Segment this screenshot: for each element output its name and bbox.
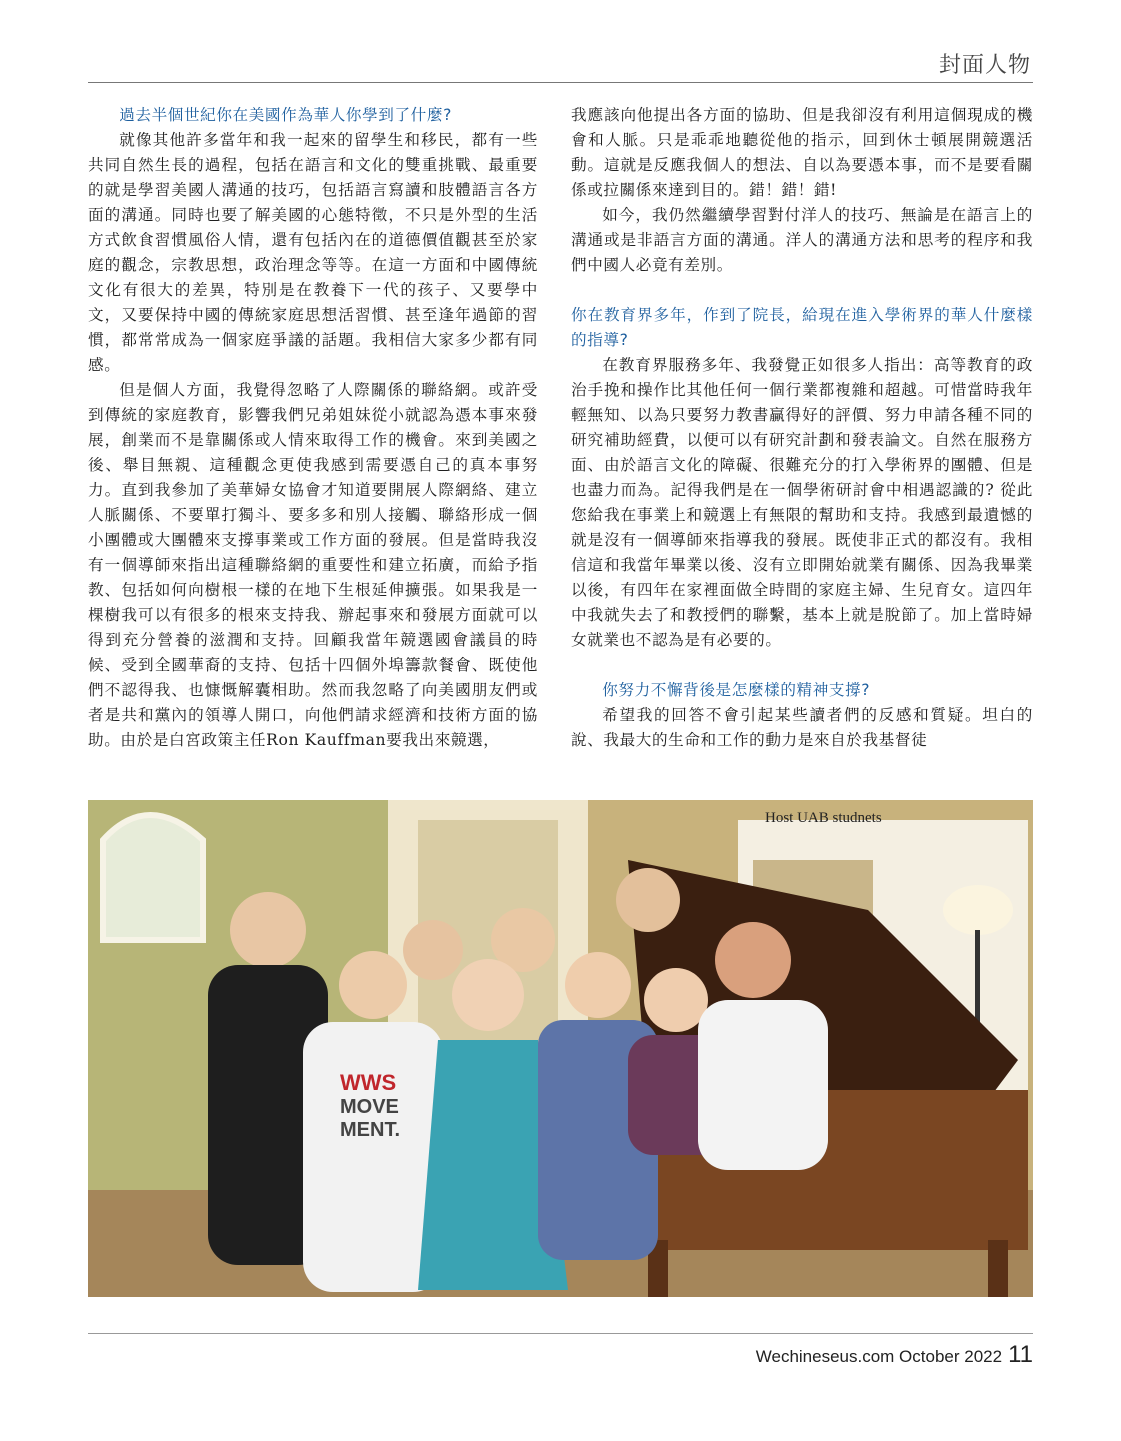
- section-label: 封面人物: [938, 53, 1031, 78]
- bottom-divider: [88, 1333, 1033, 1334]
- answer-paragraph-2: 但是個人方面，我覺得忽略了人際關係的聯絡網。或許受到傳統的家庭教育，影響我們兄弟姐妹從小就認為憑本事來發展，創業而不是靠關係或人情來取得工作的機會。來到美國之後、舉目無親、這種觀念更使我感到需要憑自己的真本事努力。直到我參加了美華婦女協會才知道要開展人際網絡、建立人脈關係、不要單打獨斗、要多多和別人接觸、聯絡形成一個小團體或大團體來支撐事業或工作方面的發展。但是當時我沒有一個導師來指出這種聯絡網的重要性和建立拓廣，而給予指教、包括如何向樹根一樣的在地下生根延伸擴張。如果我是一棵樹我可以有很多的根來支持我、辦起事來和發展方面就可以得到充分營養的滋潤和支持。回顧我當年競選國會議員的時候、受到全國華裔的支持、包括十四個外埠籌款餐會、既使他們不認得我、也慷慨解囊相助。然而我忽略了向美國朋友們或者是共和黨內的領導人開口，向他們請求經濟和技術方面的協助。由於是白宮政策主任Ron Kauffman要我出來競選，: [88, 381, 538, 749]
- group-photo: [88, 800, 1033, 1297]
- answer-paragraph-6: 希望我的回答不會引起某些讀者們的反感和質疑。坦白的說、我最大的生命和工作的動力是來自於我基督徒: [571, 706, 1033, 749]
- footer-site-date: Wechineseus.com October 2022: [755, 1347, 1003, 1366]
- top-divider: [88, 82, 1033, 83]
- question-heading-3: 你努力不懈背後是怎麼樣的精神支撐?: [602, 681, 871, 699]
- shirt-text-line-2: MOVE: [340, 1096, 399, 1118]
- photo-caption: Host UAB studnets: [765, 810, 882, 826]
- answer-paragraph-1: 就像其他許多當年和我一起來的留學生和移民，都有一些共同自然生長的過程，包括在語言和文化的雙重挑戰、最重要的就是學習美國人溝通的技巧，包括語言寫讀和肢體語言各方面的溝通。同時也要了解美國的心態特徵，不只是外型的生活方式飲食習慣風俗人情，還有包括內在的道德價值觀甚至於家庭的觀念，宗教思想，政治理念等等。在這一方面和中國傳統文化有很大的差異，特別是在教養下一代的孩子、又要學中文，又要保持中國的傳統家庭思想活習慣、甚至逢年過節的習慣，都常常成為一個家庭爭議的話題。我相信大家多少都有同感。: [88, 131, 538, 374]
- page-footer: [756, 1341, 1033, 1369]
- spacer: [571, 278, 1033, 303]
- answer-paragraph-5: 在教育界服務多年、我發覺正如很多人指出：高等教育的政治手挽和操作比其他任何一個行業都複雜和超越。可惜當時我年輕無知、以為只要努力教書贏得好的評價、努力申請各種不同的研究補助經費，以便可以有研究計劃和發表論文。自然在服務方面、由於語言文化的障礙、很難充分的打入學術界的團體、但是也盡力而為。記得我們是在一個學術研討會中相遇認識的? 從此您給我在事業上和競選上有無限的幫助和支持。我感到最遺憾的就是沒有一個導師來指導我的發展。既使非正式的都沒有。我相信這和我當年畢業以後、沒有立即開始就業有關係、因為我畢業以後，有四年在家裡面做全時間的家庭主婦、生兒育女。這四年中我就失去了和教授們的聯繫，基本上就是脫節了。加上當時婦女就業也不認為是有必要的。: [571, 356, 1033, 649]
- answer-paragraph-4: 如今，我仍然繼續學習對付洋人的技巧、無論是在語言上的溝通或是非語言方面的溝通。洋人的溝通方法和思考的程序和我們中國人必竟有差別。: [571, 206, 1033, 274]
- shirt-text-line-1: WWS: [340, 1070, 397, 1095]
- page-number: 11: [1008, 1341, 1033, 1368]
- question-heading-2: 你在教育界多年，作到了院長，給現在進入學術界的華人什麼樣的指導?: [571, 306, 1033, 349]
- shirt-text-line-3: MENT.: [340, 1119, 400, 1141]
- right-column: [571, 103, 1033, 753]
- left-column: [88, 103, 538, 753]
- answer-paragraph-3: 我應該向他提出各方面的協助、但是我卻沒有利用這個現成的機會和人脈。只是乖乖地聽從他的指示，回到休士頓展開競選活動。這就是反應我個人的想法、自以為要憑本事，而不是要看關係或拉關係來達到目的。錯！錯！錯!: [571, 106, 1033, 199]
- group-photo-illustration: [88, 800, 1033, 1297]
- question-heading-1: 過去半個世紀你在美國作為華人你學到了什麼?: [119, 106, 452, 124]
- spacer: [571, 653, 1033, 678]
